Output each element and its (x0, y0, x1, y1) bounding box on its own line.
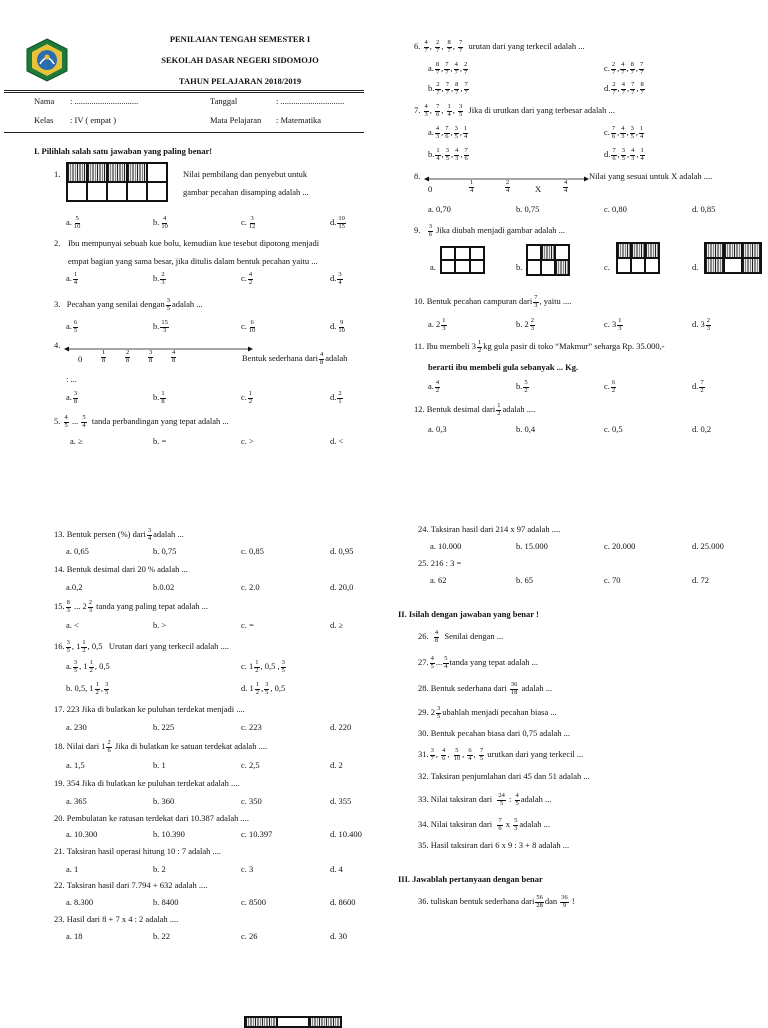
q8-option-b[interactable]: b. 0,75 (516, 204, 540, 214)
q12-option-a[interactable]: a. 0,3 (428, 424, 447, 434)
q30-question: 30. Bentuk pecahan biasa dari 0,75 adalah ... (418, 728, 571, 738)
q8-number: 8. (414, 171, 421, 181)
q4-tick-3: $\frac{3}{8}$ (149, 349, 153, 364)
q14-option-c[interactable]: c. 2.0 (241, 582, 260, 592)
q24-question: 24. Taksiran hasil dari 214 x 97 adalah .... (418, 524, 561, 534)
q12-option-b[interactable]: b. 0,4 (516, 424, 536, 434)
q21-question: 21. Taksiran hasil operasi hitung 10 : 7 adalah .... (54, 846, 222, 856)
kelas-label: Kelas (34, 115, 54, 125)
q10-option-b[interactable]: b. 2 $\frac{2}{3}$ (516, 317, 534, 332)
q11-option-d[interactable]: d. $\frac{7}{2}$ (692, 379, 704, 394)
q4-option-b[interactable]: b. $\frac{1}{8}$ (153, 390, 165, 405)
q6-option-c[interactable]: c. $\frac{2}{7}$ , $\frac{4}{7}$ , $\frac{8}{7}$ , $\frac{7}{7}$ (604, 61, 644, 76)
q22-option-b[interactable]: b. 8400 (153, 897, 179, 907)
q24-option-a[interactable]: a. 10.000 (430, 541, 462, 551)
q34-question: 34. Nilai taksiran dari $\frac{7}{6}$ x $\frac{5}{3}$ adalah ... (418, 817, 551, 832)
q20-option-c[interactable]: c. 10.397 (241, 829, 273, 839)
q19-option-b[interactable]: b. 360 (153, 796, 175, 806)
q20-question: 20. Pembulatan ke ratusan terdekat dari 10.387 adalah .... (54, 813, 249, 823)
header-divider-bottom (4, 132, 364, 133)
q3-option-a[interactable]: a. $\frac{6}{5}$ (66, 319, 78, 334)
q10-option-c[interactable]: c. 3 $\frac{1}{3}$ (604, 317, 622, 332)
q17-option-a[interactable]: a. 230 (66, 722, 87, 732)
mapel-label: Mata Pelajaran (210, 115, 262, 125)
q6-option-d[interactable]: d. $\frac{2}{7}$ , $\frac{4}{7}$ , $\frac{7}{7}$ , $\frac{8}{7}$ (604, 81, 644, 96)
q26-question: 26. $\frac{4}{8}$ Senilai dengan ... (418, 629, 504, 644)
kelas-value: : IV ( empat ) (70, 115, 117, 125)
q2-number: 2. (54, 238, 61, 248)
q5-option-c[interactable]: c. > (241, 436, 254, 446)
q4-tick-2: $\frac{2}{8}$ (126, 349, 130, 364)
q8-tick-2: $\frac{2}{4}$ (506, 179, 510, 194)
q1-option-a[interactable]: a. $\frac{5}{10}$ (66, 215, 81, 230)
nama-field[interactable]: : .............................. (70, 96, 139, 106)
q25-option-a[interactable]: a. 62 (430, 575, 447, 585)
tanggal-field[interactable]: : .............................. (276, 96, 345, 106)
q23-option-b[interactable]: b. 22 (153, 931, 170, 941)
q3-option-c[interactable]: c. $\frac{6}{10}$ (241, 319, 256, 334)
q23-option-c[interactable]: c. 26 (241, 931, 258, 941)
q5-option-d[interactable]: d. < (330, 436, 344, 446)
q2-option-d[interactable]: d. $\frac{3}{4}$ (330, 271, 342, 286)
q1-option-d[interactable]: d. $\frac{10}{15}$ (330, 215, 345, 230)
q22-option-a[interactable]: a. 8.300 (66, 897, 94, 907)
q9-option-b-label[interactable]: b. (516, 262, 523, 272)
q14-option-a[interactable]: a.0,2 (66, 582, 83, 592)
q13-option-d[interactable]: d. 0,95 (330, 546, 354, 556)
q9-option-a-picture[interactable] (440, 246, 485, 274)
q17-question: 17. 223 Jika di bulatkan ke puluhan terdekat menjadi .... (54, 704, 245, 714)
q7-question: 7. $\frac{4}{3}$ , $\frac{7}{6}$ , $\frac{1}{4}$ , $\frac{3}{5}$ Jika di urutkan dari yang terbesar adalah ... (414, 103, 615, 118)
q14-option-d[interactable]: d. 20,0 (330, 582, 354, 592)
q18-option-a[interactable]: a. 1,5 (66, 760, 85, 770)
q9-option-d-label[interactable]: d. (692, 262, 699, 272)
q36-question: 36. tuliskan bentuk sederhana dari $\frac{56}{28}$ dan $\frac{36}{9}$ ! (418, 894, 575, 909)
q15-option-b[interactable]: b. > (153, 620, 167, 630)
school-logo (26, 38, 68, 82)
q19-option-a[interactable]: a. 365 (66, 796, 87, 806)
q8-option-a[interactable]: a. 0,70 (428, 204, 451, 214)
q17-option-d[interactable]: d. 220 (330, 722, 352, 732)
q8-tick-x: X (535, 184, 542, 194)
q24-option-c[interactable]: c. 20.000 (604, 541, 636, 551)
q12-option-d[interactable]: d. 0,2 (692, 424, 712, 434)
q8-tick-4: $\frac{4}{4}$ (564, 179, 568, 194)
q18-question: 18. Nilai dari 1 $\frac{2}{6}$ Jika di bulatkan ke satuan terdekat adalah .... (54, 739, 268, 754)
q2-option-a[interactable]: a. $\frac{1}{4}$ (66, 271, 78, 286)
q16-question: 16. $\frac{3}{5}$ , 1 $\frac{1}{2}$ , 0,5 Urutan dari yang terkecil adalah .... (54, 639, 230, 654)
q4-option-a[interactable]: a. $\frac{3}{8}$ (66, 390, 78, 405)
q4-tick-1: $\frac{1}{8}$ (102, 349, 106, 364)
q3-question: 3. Pecahan yang senilai dengan $\frac{3}{5}$ adalah ... (54, 297, 203, 312)
q8-option-d[interactable]: d. 0,85 (692, 204, 716, 214)
bottom-fraction-picture (244, 1016, 342, 1028)
q21-option-a[interactable]: a. 1 (66, 864, 79, 874)
q8-tick-1: $\frac{1}{4}$ (470, 179, 474, 194)
q21-option-d[interactable]: d. 4 (330, 864, 343, 874)
q5-option-a[interactable]: a. ≥ (70, 436, 83, 446)
q9-option-a-label[interactable]: a. (430, 262, 436, 272)
q22-option-c[interactable]: c. 8500 (241, 897, 267, 907)
q9-option-c-picture[interactable] (616, 242, 660, 274)
q1-text-line2: gambar pecahan disamping adalah ... (183, 187, 309, 197)
q11-option-a[interactable]: a. $\frac{4}{2}$ (428, 379, 440, 394)
q10-option-d[interactable]: d. 3 $\frac{2}{3}$ (692, 317, 710, 332)
exam-title: PENILAIAN TENGAH SEMESTER I (169, 34, 311, 44)
q4-option-d[interactable]: d. $\frac{2}{1}$ (330, 390, 342, 405)
q5-question: 5. $\frac{4}{5}$ ... $\frac{5}{4}$ tanda perbandingan yang tepat adalah ... (54, 414, 229, 429)
nama-label: Nama (34, 96, 55, 106)
q16-option-d[interactable]: d. 1 $\frac{1}{2}$ , $\frac{3}{5}$ , 0,5 (241, 681, 286, 696)
q17-option-c[interactable]: c. 223 (241, 722, 262, 732)
school-year: TAHUN PELAJARAN 2018/2019 (178, 76, 302, 86)
q8-question-text: Nilai yang sesuai untuk X adalah .... (589, 171, 713, 181)
q3-option-d[interactable]: d. $\frac{9}{10}$ (330, 319, 345, 334)
q20-option-a[interactable]: a. 10.300 (66, 829, 98, 839)
q20-option-b[interactable]: b. 10.390 (153, 829, 185, 839)
q13-option-b[interactable]: b. 0,75 (153, 546, 177, 556)
q25-option-d[interactable]: d. 72 (692, 575, 709, 585)
q25-option-c[interactable]: c. 70 (604, 575, 621, 585)
q19-option-c[interactable]: c. 350 (241, 796, 262, 806)
q13-question: 13. Bentuk persen (%) dari $\frac{3}{4}$ adalah ... (54, 527, 184, 542)
q11-option-c[interactable]: c. $\frac{6}{2}$ (604, 379, 616, 394)
q4-number-line (64, 343, 254, 355)
q16-option-b[interactable]: b. 0,5, 1 $\frac{1}{2}$ , $\frac{3}{5}$ (66, 681, 109, 696)
q13-option-a[interactable]: a. 0,65 (66, 546, 89, 556)
q6-option-a[interactable]: a. $\frac{8}{7}$ , $\frac{7}{7}$ , $\frac{4}{7}$ , $\frac{2}{7}$ (428, 61, 468, 76)
q29-question: 29. 2 $\frac{3}{5}$ ubahlah menjadi pecahan biasa ... (418, 705, 557, 720)
q15-option-d[interactable]: d. ≥ (330, 620, 344, 630)
q31-question: 31. $\frac{3}{7}$ , $\frac{4}{6}$ , $\frac{5}{10}$ , $\frac{6}{4}$ , $\frac{7}{5}$ urutkan dari yang terkecil ... (418, 747, 584, 762)
q25-option-b[interactable]: b. 65 (516, 575, 533, 585)
q10-question: 10. Bentuk pecahan campuran dari $\frac{7}{3}$ , yaitu .... (414, 294, 572, 309)
q23-question: 23. Hasil dari 8 + 7 x 4 : 2 adalah .... (54, 914, 179, 924)
q11-option-b[interactable]: b. $\frac{5}{2}$ (516, 379, 528, 394)
q23-option-d[interactable]: d. 30 (330, 931, 347, 941)
q1-number: 1. (54, 169, 61, 179)
q23-option-a[interactable]: a. 18 (66, 931, 83, 941)
q4-continuation: : ... (66, 374, 77, 384)
q7-option-a[interactable]: a. $\frac{4}{3}$ , $\frac{7}{6}$ , $\frac{3}{5}$ , $\frac{1}{4}$ (428, 125, 468, 140)
q4-tick-4: $\frac{4}{8}$ (172, 349, 176, 364)
q15-question: 15. $\frac{8}{3}$ ... 2 $\frac{2}{3}$ tanda yang paling tepat adalah ... (54, 599, 208, 614)
q25-question: 25. 216 : 3 = (418, 558, 462, 568)
q24-option-b[interactable]: b. 15.000 (516, 541, 548, 551)
q4-number: 4. (54, 340, 61, 350)
q1-text-line1: Nilai pembilang dan penyebut untuk (183, 169, 308, 179)
q2-text-line1: Ibu mempunyai sebuah kue bolu, kemudian kue tesebut dipotong menjadi (68, 238, 320, 248)
q21-option-c[interactable]: c. 3 (241, 864, 254, 874)
q15-option-c[interactable]: c. = (241, 620, 254, 630)
tanggal-label: Tanggal (210, 96, 238, 106)
q7-option-d[interactable]: d. $\frac{7}{6}$ , $\frac{3}{5}$ , $\frac{4}{3}$ , $\frac{1}{4}$ (604, 147, 644, 162)
q2-option-c[interactable]: c. $\frac{4}{2}$ (241, 271, 253, 286)
q14-question: 14. Bentuk desimal dari 20 % adalah ... (54, 564, 188, 574)
q16-option-a[interactable]: a. $\frac{3}{5}$ , 1 $\frac{1}{2}$ , 0,5 (66, 659, 110, 674)
q20-option-d[interactable]: d. 10.400 (330, 829, 362, 839)
q7-option-b[interactable]: b. $\frac{1}{4}$ , $\frac{3}{5}$ , $\frac{4}{3}$ , $\frac{7}{6}$ (428, 147, 468, 162)
q18-option-d[interactable]: d. 2 (330, 760, 343, 770)
header-divider-top-2 (4, 92, 364, 93)
q17-option-b[interactable]: b. 225 (153, 722, 175, 732)
q7-option-c[interactable]: c. $\frac{7}{6}$ , $\frac{4}{3}$ , $\frac{3}{5}$ , $\frac{1}{4}$ (604, 125, 644, 140)
q32-question: 32. Taksiran penjumlahan dari 45 dan 51 adalah ... (418, 771, 590, 781)
q18-option-c[interactable]: c. 2,5 (241, 760, 260, 770)
q33-question: 33. Nilai taksiran dari $\frac{24}{5}$ : $\frac{4}{5}$ adalah ... (418, 792, 552, 807)
q11-question-line1: 11. Ibu membeli 3 $\frac{1}{2}$ kg gula pasir di toko “Makmur” seharga Rp. 35.000,- (414, 339, 665, 354)
q1-fraction-picture (66, 162, 168, 202)
q9-option-b-picture[interactable] (526, 244, 570, 276)
q6-option-b[interactable]: b. $\frac{2}{7}$ , $\frac{7}{7}$ , $\frac{8}{7}$ , $\frac{7}{7}$ (428, 81, 468, 96)
q15-option-a[interactable]: a. < (66, 620, 79, 630)
q24-option-d[interactable]: d. 25.000 (692, 541, 724, 551)
q18-option-b[interactable]: b. 1 (153, 760, 166, 770)
q2-text-line2: empat bagian yang sama besar, jika ditulis dalam bentuk pecahan yaitu ... (68, 256, 318, 266)
q4-option-c[interactable]: c. $\frac{1}{2}$ (241, 390, 253, 405)
q19-question: 19. 354 Jika di bulatkan ke puluhan terdekat adalah .... (54, 778, 240, 788)
q9-question: 9. $\frac{3}{6}$ Jika diubah menjadi gambar adalah ... (414, 223, 565, 238)
q22-question: 22. Taksiran hasil dari 7.794 + 632 adalah .... (54, 880, 208, 890)
q21-option-b[interactable]: b. 2 (153, 864, 166, 874)
q13-option-c[interactable]: c. 0,85 (241, 546, 264, 556)
section-3-heading: III. Jawablah pertanyaan dengan benar (398, 874, 543, 884)
q1-option-b[interactable]: b. $\frac{4}{10}$ (153, 215, 168, 230)
q5-option-b[interactable]: b. = (153, 436, 167, 446)
q22-option-d[interactable]: d. 8600 (330, 897, 356, 907)
q14-option-b[interactable]: b.0.02 (153, 582, 175, 592)
q9-option-c-label[interactable]: c. (604, 262, 610, 272)
q1-option-c[interactable]: c. $\frac{3}{12}$ (241, 215, 256, 230)
q10-option-a[interactable]: a. 2 $\frac{1}{3}$ (428, 317, 446, 332)
q16-option-c[interactable]: c. 1 $\frac{1}{2}$ , 0,5 , $\frac{3}{5}$ (241, 659, 285, 674)
header-divider-top (4, 90, 364, 91)
q28-question: 28. Bentuk sederhana dari $\frac{36}{18}$ adalah ... (418, 681, 553, 696)
q8-tick-0: 0 (428, 184, 433, 194)
q35-question: 35. Hasil taksiran dari 6 x 9 : 3 + 8 adalah ... (418, 840, 570, 850)
q12-question: 12. Bentuk desimal dari $\frac{1}{2}$ adalah .... (414, 402, 536, 417)
q8-option-c[interactable]: c. 0,80 (604, 204, 627, 214)
section-2-heading: II. Isilah dengan jawaban yang benar ! (398, 609, 539, 619)
q4-question: Bentuk sederhana dari $\frac{4}{8}$ adalah (242, 351, 348, 366)
mapel-value: : Matematika (276, 115, 322, 125)
q3-option-b[interactable]: b. $\frac{15}{3}$ (153, 319, 168, 334)
q27-question: 27. $\frac{4}{5}$ ... $\frac{5}{4}$ tanda yang tepat adalah ... (418, 655, 539, 670)
q6-question: 6. $\frac{4}{7}$ , $\frac{2}{7}$ , $\frac{8}{7}$ , $\frac{7}{7}$ urutan dari yang terkecil adalah ... (414, 39, 585, 54)
q12-option-c[interactable]: c. 0,5 (604, 424, 623, 434)
q2-option-b[interactable]: b. $\frac{2}{3}$ (153, 271, 165, 286)
section-1-heading: I. Pilihlah salah satu jawaban yang paling benar! (34, 146, 213, 156)
q9-option-d-picture[interactable] (704, 242, 762, 274)
q19-option-d[interactable]: d. 355 (330, 796, 352, 806)
school-name: SEKOLAH DASAR NEGERI SIDOMOJO (161, 55, 319, 65)
q11-question-line2: berarti ibu membeli gula sebanyak ... Kg. (428, 362, 579, 372)
q4-tick-0: 0 (78, 354, 83, 364)
